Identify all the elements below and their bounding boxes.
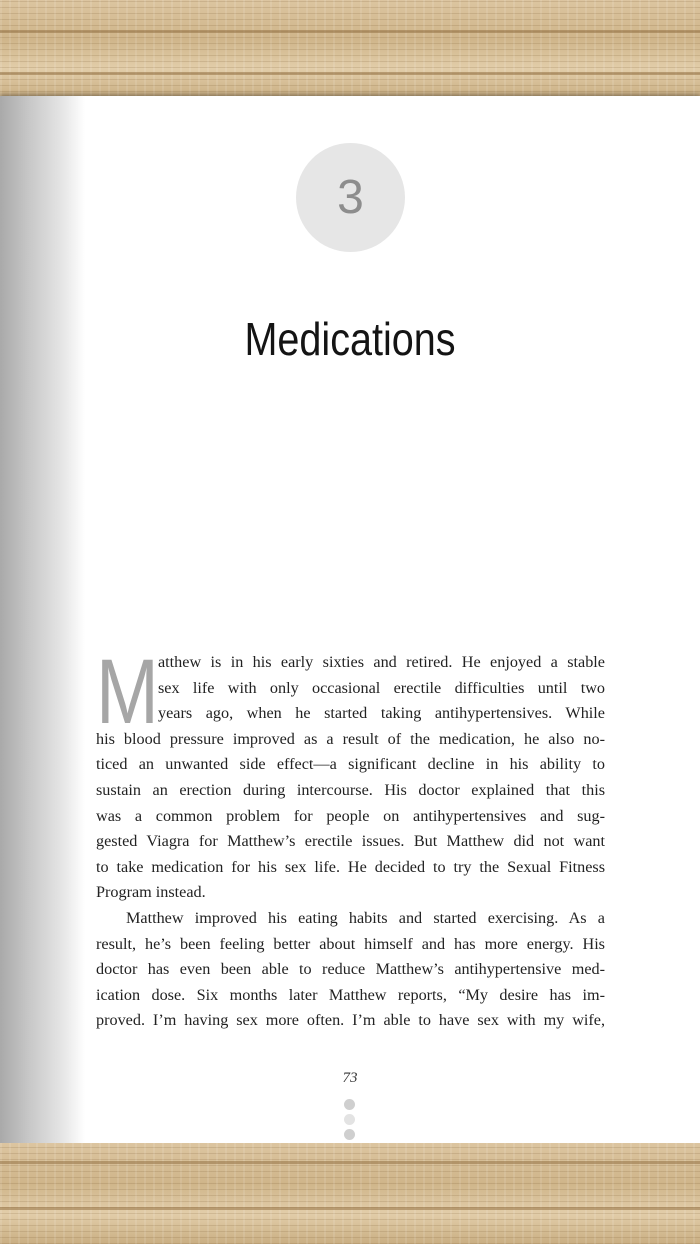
wood-background-top <box>0 0 700 98</box>
wood-seam <box>0 1161 700 1164</box>
text-line: gested Viagra for Matthew’s erectile issues. But Matthew did not want <box>96 832 605 851</box>
text-line: sustain an erection during intercourse. His doctor explained that this <box>96 780 605 799</box>
text-line: Matthew improved his eating habits and started exercising. As a <box>126 908 605 927</box>
wood-seam <box>0 1207 700 1210</box>
body-text <box>96 641 605 1034</box>
drop-cap: M <box>96 641 159 743</box>
text-line: proved. I’m having sex more often. I’m able to have sex with my wife, <box>96 1011 605 1030</box>
text-line: ticed an unwanted side effect—a significant decline in his ability to <box>96 755 605 774</box>
page-spine-shadow <box>0 96 85 1144</box>
text-line: was a common problem for people on antihypertensives and sug- <box>96 806 605 825</box>
page-scroll-indicator[interactable] <box>344 1099 356 1144</box>
scroll-dot[interactable] <box>344 1114 355 1125</box>
text-line: to take medication for his sex life. He decided to try the Sexual Fitness <box>96 857 605 876</box>
chapter-number-badge <box>296 143 405 252</box>
text-line: result, he’s been feeling better about himself and has more energy. His <box>96 934 605 953</box>
scroll-dot[interactable] <box>344 1129 355 1140</box>
wood-background-bottom <box>0 1143 700 1244</box>
text-line: his blood pressure improved as a result of the medication, he also no- <box>96 729 605 748</box>
wood-seam <box>0 30 700 33</box>
text-line: doctor has even been able to reduce Matthew’s antihypertensive med- <box>96 960 605 979</box>
chapter-number: 3 <box>337 171 364 224</box>
text-line: atthew is in his early sixties and retired. He enjoyed a stable <box>158 653 605 671</box>
page-number: 73 <box>342 1070 358 1086</box>
text-line: ication dose. Six months later Matthew reports, “My desire has im- <box>96 985 605 1004</box>
text-line: Program instead. <box>96 883 206 902</box>
wood-seam <box>0 72 700 75</box>
scroll-dot[interactable] <box>344 1099 355 1110</box>
text-line: years ago, when he started taking antihypertensives. While <box>158 704 605 723</box>
chapter-title: Medications <box>244 313 456 365</box>
text-line: sex life with only occasional erectile difficulties until two <box>158 678 605 697</box>
book-page[interactable] <box>0 96 700 1144</box>
